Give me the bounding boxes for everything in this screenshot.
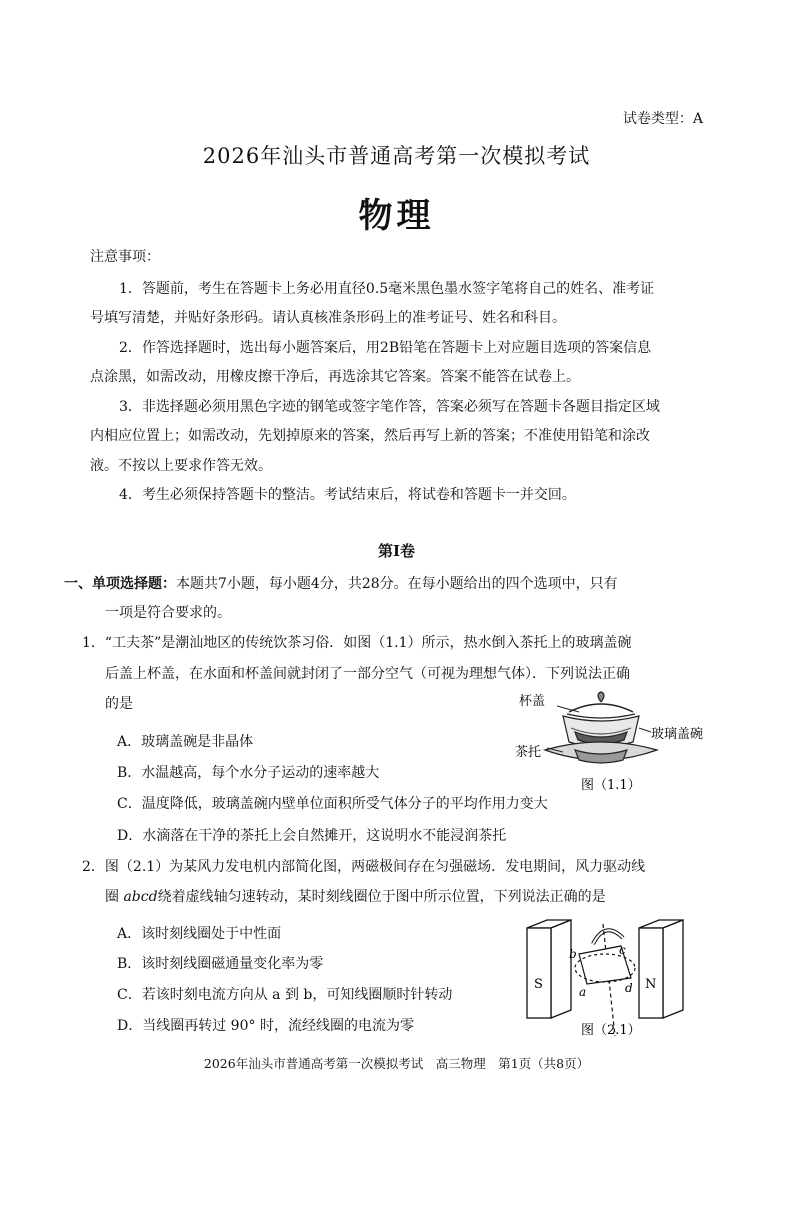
magnet-n bbox=[639, 920, 683, 1018]
notice-4-line-1: 4．考生必须保持答题卡的整洁。考试结束后，将试卷和答题卡一并交回。 bbox=[119, 487, 576, 503]
notice-3-line-3: 液。不按以上要求作答无效。 bbox=[90, 458, 272, 474]
coil-abcd bbox=[575, 924, 635, 1036]
pole-s-label: S bbox=[534, 977, 543, 992]
figure-1-1-caption: 图（1.1） bbox=[581, 778, 641, 793]
coil-corner-a: a bbox=[579, 985, 587, 999]
exam-title: 2026年汕头市普通高考第一次模拟考试 bbox=[202, 144, 591, 168]
q2-coil-name: abcd bbox=[123, 889, 158, 905]
notice-1-line-1: 1．答题前，考生在答题卡上务必用直径0.5毫米黑色墨水签字笔将自己的姓名、准考证 bbox=[119, 281, 655, 297]
page-footer: 2026年汕头市普通高考第一次模拟考试 高三物理 第1页（共8页） bbox=[203, 1056, 590, 1071]
magnet-s bbox=[527, 920, 571, 1018]
q2-option-a: A．该时刻线圈处于中性面 bbox=[117, 926, 282, 942]
part-label: 一、单项选择题： bbox=[64, 576, 176, 592]
q2-option-c: C．若该时刻电流方向从 a 到 b，可知线圈顺时针转动 bbox=[117, 987, 453, 1003]
figure-1-1 bbox=[505, 688, 715, 800]
q2-option-d: D．当线圈再转过 90° 时，流经线圈的电流为零 bbox=[117, 1018, 414, 1034]
subject-title: 物理 bbox=[358, 196, 435, 236]
notice-2-line-1: 2．作答选择题时，选出每小题答案后，用2B铅笔在答题卡上对应题目选项的答案信息 bbox=[119, 340, 652, 356]
coil-corner-b: b bbox=[569, 947, 577, 961]
notice-heading: 注意事项： bbox=[90, 249, 160, 265]
q2-line-2 bbox=[105, 890, 606, 905]
q2-line-2-start: 圈 bbox=[105, 889, 119, 905]
notice-3-line-2: 内相应位置上；如需改动，先划掉原来的答案，然后再写上新的答案；不准使用铅笔和涂改 bbox=[90, 428, 650, 444]
part-desc: 本题共7小题，每小题4分，共28分。在每小题给出的四个选项中，只有 bbox=[176, 576, 618, 592]
q1-option-c: C．温度降低，玻璃盖碗内壁单位面积所受气体分子的平均作用力变大 bbox=[117, 796, 548, 812]
section-title: 第Ⅰ卷 bbox=[377, 542, 416, 560]
q1-line-1: 1．“工夫茶”是潮汕地区的传统饮茶习俗．如图（1.1）所示，热水倒入茶托上的玻璃盖碗 bbox=[82, 635, 632, 651]
q1-option-b: B．水温越高，每个水分子运动的速率越大 bbox=[117, 765, 380, 781]
figure-2-1 bbox=[515, 918, 715, 1043]
pole-n-label: N bbox=[645, 977, 657, 992]
q2-line-2-end: 绕着虚线轴匀速转动，某时刻线圈位于图中所示位置，下列说法正确的是 bbox=[157, 889, 606, 905]
part-heading bbox=[64, 577, 618, 592]
q2-option-b: B．该时刻线圈磁通量变化率为零 bbox=[117, 956, 324, 972]
coil-corner-c: c bbox=[619, 943, 626, 957]
q1-line-2: 后盖上杯盖，在水面和杯盖间就封闭了一部分空气（可视为理想气体）．下列说法正确 bbox=[105, 666, 630, 682]
part-desc-line-2: 一项是符合要求的。 bbox=[105, 605, 231, 621]
q1-option-a: A．玻璃盖碗是非晶体 bbox=[117, 734, 254, 750]
q1-option-d: D．水滴落在干净的茶托上会自然摊开，这说明水不能浸润茶托 bbox=[117, 828, 507, 844]
q2-line-1: 2．图（2.1）为某风力发电机内部简化图，两磁极间存在匀强磁场．发电期间，风力驱动线 bbox=[82, 859, 646, 875]
paper-type: 试卷类型：A bbox=[622, 111, 703, 127]
notice-3-line-1: 3．非选择题必须用黑色字迹的钢笔或签字笔作答，答案必须写在答题卡各题目指定区域 bbox=[119, 399, 660, 415]
coil-corner-d: d bbox=[625, 981, 633, 995]
q1-line-3: 的是 bbox=[105, 696, 133, 712]
label-saucer: 茶托 bbox=[515, 745, 542, 760]
figure-2-1-caption: 图（2.1） bbox=[581, 1023, 641, 1038]
label-lid: 杯盖 bbox=[519, 694, 546, 709]
tea-cup-illustration bbox=[545, 692, 657, 763]
notice-1-line-2: 号填写清楚，并贴好条形码。请认真核准条形码上的准考证号、姓名和科目。 bbox=[90, 310, 566, 326]
notice-2-line-2: 点涂黑，如需改动，用橡皮擦干净后，再选涂其它答案。答案不能答在试卷上。 bbox=[90, 369, 580, 385]
label-bowl: 玻璃盖碗 bbox=[651, 727, 704, 742]
